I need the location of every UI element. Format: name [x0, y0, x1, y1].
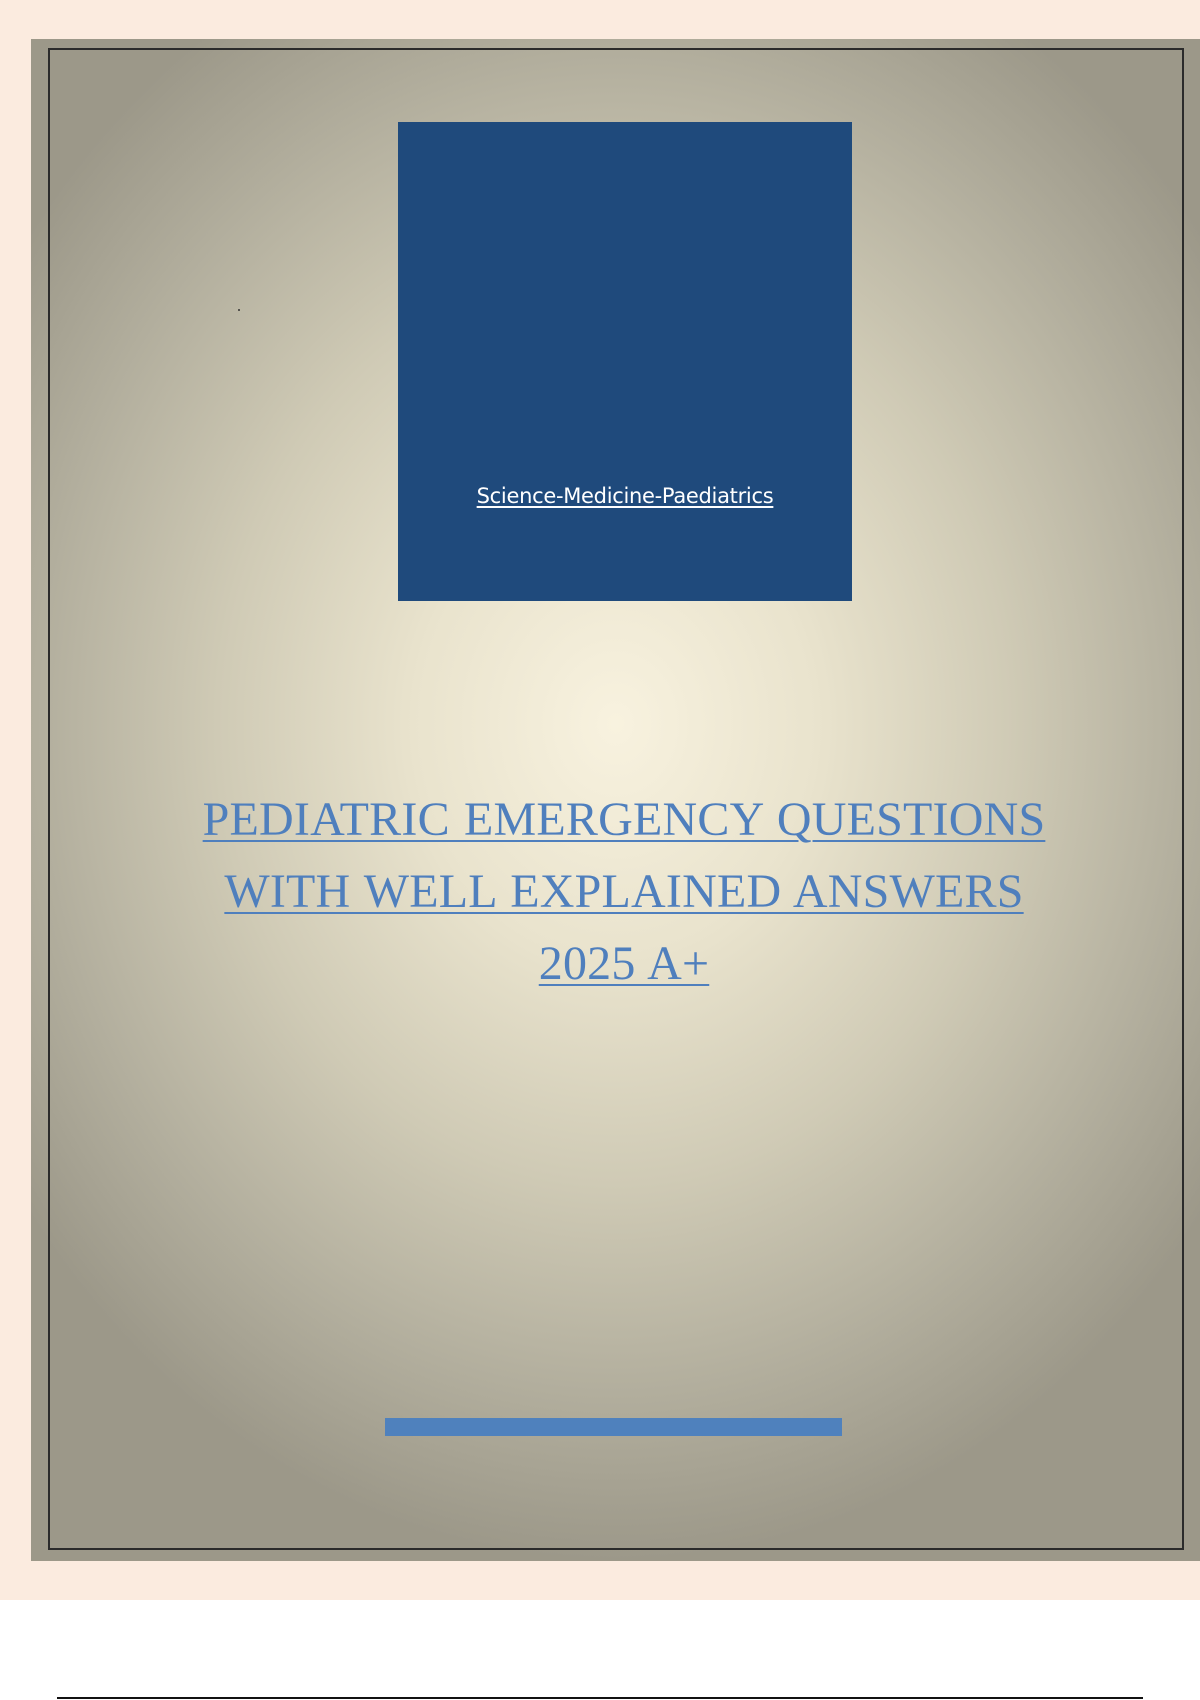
subject-box [398, 122, 852, 601]
title-line-2: WITH WELL EXPLAINED ANSWERS [224, 865, 1024, 918]
title-line-3: 2025 A+ [538, 937, 710, 990]
document-title [140, 784, 1108, 1000]
stray-dot [238, 309, 240, 311]
title-line-1: PEDIATRIC EMERGENCY QUESTIONS [202, 793, 1046, 846]
footer-rule [57, 1697, 1143, 1699]
accent-bar [385, 1418, 842, 1436]
subject-label: Science-Medicine-Paediatrics [476, 484, 774, 508]
